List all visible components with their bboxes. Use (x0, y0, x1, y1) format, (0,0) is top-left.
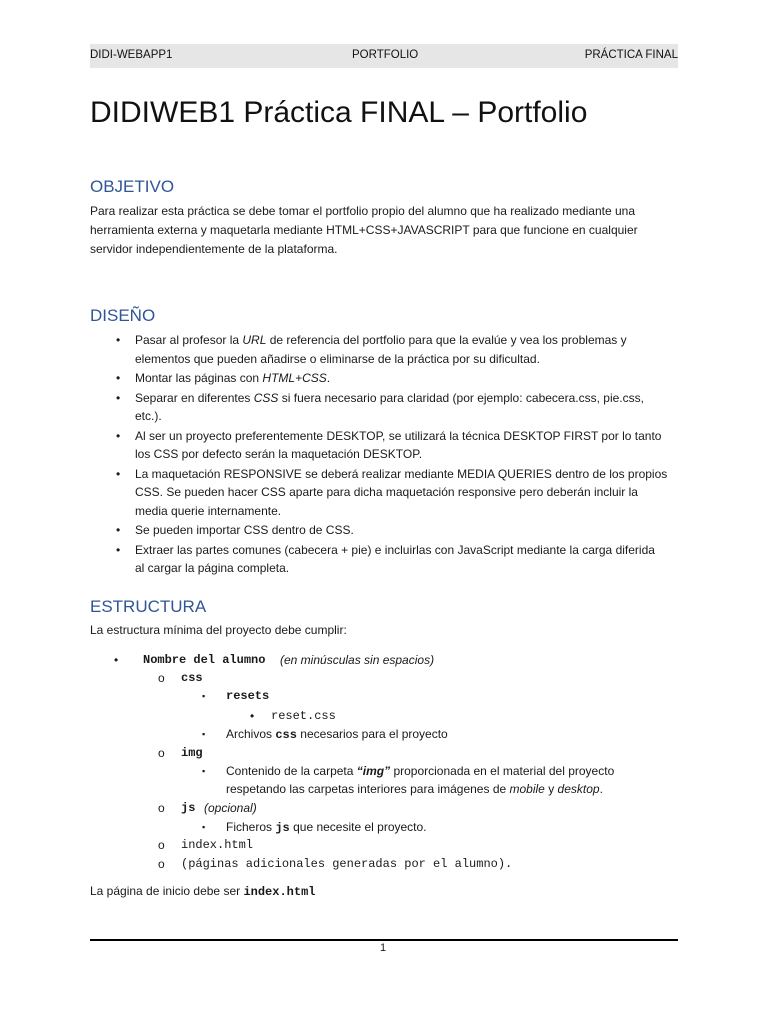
list-item (90, 427, 678, 464)
item-emphasis: desktop (557, 782, 600, 796)
item-text: Archivos (226, 727, 276, 741)
item-text: Se pueden importar CSS dentro de CSS. (135, 523, 354, 537)
tree-marker: o (158, 671, 165, 685)
page-number: 1 (380, 942, 387, 954)
file-index-html: index.html (181, 838, 254, 852)
list-item (90, 465, 678, 521)
inline-code: index.html (243, 885, 316, 899)
objetivo-line-3: servidor independientemente de la plataforma. (90, 242, 338, 256)
heading-diseno: DISEÑO (90, 306, 156, 325)
list-item (90, 369, 678, 388)
tree-marker: • (114, 653, 119, 667)
item-text: de referencia del portfolio para que la evalúe y vea los problemas y (266, 333, 627, 347)
estructura-intro: La estructura mínima del proyecto debe cumplir: (90, 623, 347, 637)
tree-marker: o (158, 857, 165, 871)
heading-objetivo: OBJETIVO (90, 177, 175, 196)
list-item (90, 521, 678, 540)
tree-marker: ▪ (202, 729, 206, 739)
item-continuation: CSS. Se pueden hacer CSS aparte para dicha maquetación responsive pero deberán incluir la (135, 485, 638, 499)
objetivo-line-1: Para realizar esta práctica se debe tomar el portfolio propio del alumno que ha realizado mediante una (90, 204, 635, 218)
header-topic: PORTFOLIO (352, 49, 419, 61)
page-header (90, 44, 678, 68)
tree-marker: o (158, 801, 165, 815)
header-section: PRÁCTICA FINAL (584, 49, 678, 61)
bullet-marker: • (116, 523, 121, 537)
tree-marker: o (158, 746, 165, 760)
item-emphasis: CSS (253, 390, 279, 405)
item-text: respetando las carpetas interiores para imágenes de (226, 782, 510, 796)
folder-js: js (181, 801, 196, 815)
item-text: Montar las páginas con (135, 371, 263, 385)
item-text: Extraer las partes comunes (cabecera + pie) e incluirlas con JavaScript mediante la carga diferida (135, 542, 655, 557)
tree-marker: ▪ (202, 822, 206, 832)
item-text: necesarios para el proyecto (296, 727, 448, 741)
document-page (90, 0, 678, 1024)
item-text: La página de inicio debe ser (90, 884, 244, 898)
item-text: Pasar al profesor la (135, 333, 243, 347)
bullet-marker: • (116, 371, 121, 385)
bullet-marker: • (116, 466, 121, 481)
folder-resets: resets (226, 689, 270, 703)
bullet-marker: • (116, 390, 121, 405)
item-text: La maquetación RESPONSIVE se deberá realizar mediante MEDIA QUERIES dentro de los propios (135, 466, 668, 481)
file-reset-css: reset.css (271, 709, 336, 723)
item-text: si fuera necesario para claridad (por ejemplo: cabecera.css, pie.css, (278, 390, 644, 405)
folder-img: img (181, 746, 203, 760)
bullet-marker: • (116, 542, 121, 557)
item-text: . (599, 782, 603, 796)
item-emphasis: mobile (509, 782, 545, 796)
item-emphasis: “img” (356, 764, 391, 778)
item-text: Ficheros (226, 820, 276, 834)
document-title: DIDIWEB1 Práctica FINAL – Portfolio (90, 96, 588, 129)
item-text: proporcionada en el material del proyecto (390, 764, 615, 778)
root-note: (en minúsculas sin espacios) (280, 653, 435, 667)
inline-code: css (275, 728, 297, 742)
item-continuation: elementos que pueden añadirse o eliminarse de la práctica por su dificultad. (135, 351, 540, 366)
tree-marker: ▪ (202, 691, 206, 701)
list-item (90, 541, 678, 578)
list-item (90, 331, 678, 368)
item-text: que necesite el proyecto. (289, 820, 427, 834)
diseno-list (90, 331, 678, 579)
tree-marker: o (158, 838, 165, 852)
item-emphasis: URL (242, 333, 267, 347)
student-name: Nombre del alumno (143, 653, 266, 667)
item-continuation: media querie internamente. (135, 503, 282, 518)
js-note: (opcional) (204, 801, 257, 815)
tree-marker: • (250, 709, 255, 723)
tree-marker: ▪ (202, 766, 206, 776)
bullet-marker: • (116, 333, 121, 347)
extra-pages: (páginas adicionales generadas por el alumno). (181, 857, 513, 871)
item-text: y (544, 782, 558, 796)
item-emphasis: HTML+CSS (262, 371, 327, 385)
item-text: Separar en diferentes (135, 390, 254, 405)
list-item (90, 389, 678, 426)
folder-css: css (181, 671, 203, 685)
item-text: Contenido de la carpeta (226, 764, 357, 778)
item-continuation: al cargar la página completa. (135, 561, 290, 575)
objetivo-line-2: herramienta externa y maquetarla mediante HTML+CSS+JAVASCRIPT para que funcione en cualquier (90, 223, 638, 237)
home-page-note (90, 882, 315, 903)
bullet-marker: • (116, 428, 121, 443)
heading-estructura: ESTRUCTURA (90, 597, 207, 616)
footer-divider (90, 939, 678, 941)
item-continuation: los CSS por defecto serán la maquetación DESKTOP. (135, 447, 423, 461)
header-course: DIDI-WEBAPP1 (90, 49, 173, 61)
item-text: . (326, 371, 331, 385)
item-continuation: etc.). (135, 409, 162, 423)
item-text: Al ser un proyecto preferentemente DESKTOP, se utilizará la técnica DESKTOP FIRST por lo tanto (135, 428, 662, 443)
inline-code: js (275, 821, 290, 835)
